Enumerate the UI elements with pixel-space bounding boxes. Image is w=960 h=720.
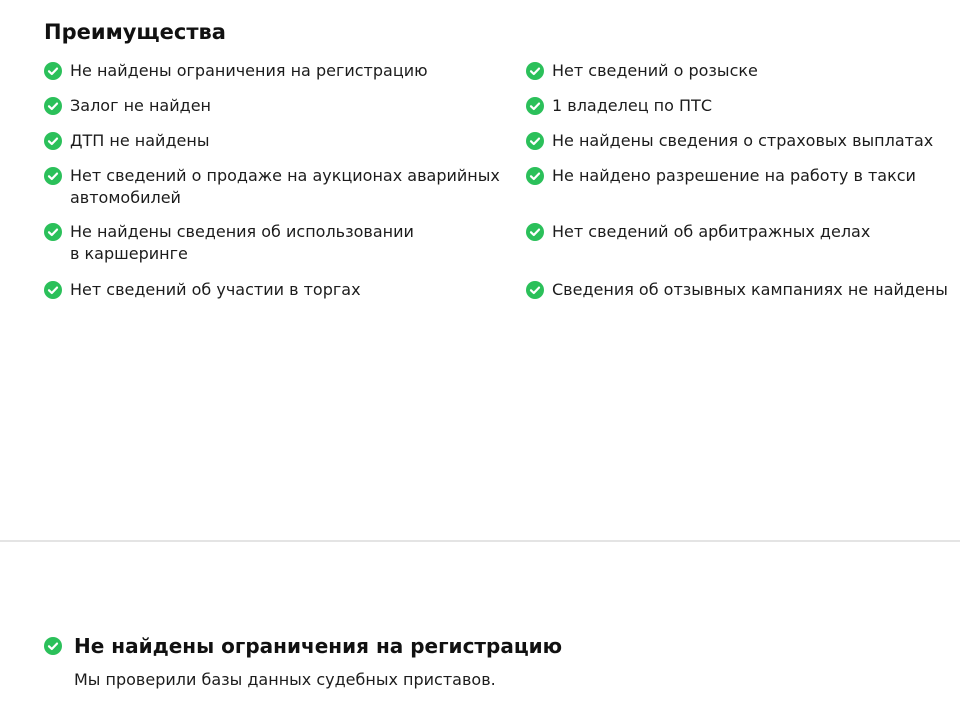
- advantage-item: [526, 60, 960, 82]
- advantage-item: [44, 165, 514, 209]
- check-circle-icon: [44, 97, 62, 115]
- check-circle-icon: [526, 132, 544, 150]
- check-circle-icon: [44, 281, 62, 299]
- advantage-label: Нет сведений об участии в торгах: [70, 280, 361, 299]
- advantage-label: Нет сведений об арбитражных делах: [552, 222, 871, 241]
- advantage-label: Не найдено разрешение на работу в такси: [552, 166, 916, 185]
- section-divider: [0, 540, 960, 542]
- check-circle-icon: [526, 62, 544, 80]
- check-circle-icon: [44, 62, 62, 80]
- advantage-label: Не найдены ограничения на регистрацию: [70, 61, 428, 80]
- check-circle-icon: [44, 167, 62, 185]
- advantage-label: Не найдены сведения об использовании в каршеринге: [70, 222, 414, 263]
- advantage-item: [526, 221, 960, 243]
- advantage-label: Залог не найден: [70, 96, 211, 115]
- detail-description: Мы проверили базы данных судебных приставов.: [74, 670, 496, 689]
- advantage-label: Сведения об отзывных кампаниях не найдены: [552, 280, 948, 299]
- check-circle-icon: [44, 132, 62, 150]
- advantage-label: 1 владелец по ПТС: [552, 96, 712, 115]
- advantage-item: [44, 279, 514, 301]
- detail-header: [44, 632, 562, 660]
- advantages-list: [0, 0, 960, 320]
- check-circle-icon: [526, 167, 544, 185]
- advantage-label: ДТП не найдены: [70, 131, 210, 150]
- detail-title: Не найдены ограничения на регистрацию: [74, 634, 563, 658]
- check-circle-icon: [526, 281, 544, 299]
- advantages-title: Преимущества: [44, 20, 226, 44]
- check-circle-icon: [44, 223, 62, 241]
- advantage-item: [526, 279, 960, 301]
- advantage-item: [44, 130, 514, 152]
- check-circle-icon: [526, 223, 544, 241]
- advantage-label: Не найдены сведения о страховых выплатах: [552, 131, 934, 150]
- advantage-item: [44, 221, 514, 265]
- advantage-label: Нет сведений о розыске: [552, 61, 758, 80]
- advantage-item: [526, 130, 960, 152]
- check-circle-icon: [526, 97, 544, 115]
- advantage-item: [526, 95, 960, 117]
- advantage-item: [44, 60, 514, 82]
- advantage-label: Нет сведений о продаже на аукционах аварийных автомобилей: [70, 166, 500, 207]
- check-circle-icon: [44, 637, 62, 655]
- advantage-item: [526, 165, 960, 187]
- advantage-item: [44, 95, 514, 117]
